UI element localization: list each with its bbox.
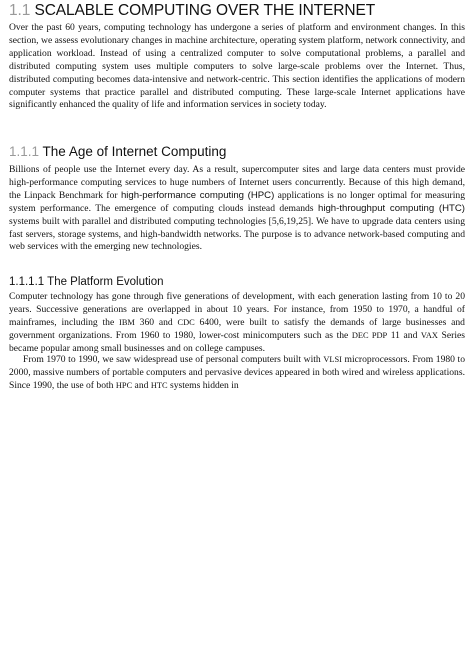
text-run: Billions of people use the Internet every day. As a result, supercomputer sites and large data centers must provide high-performance computing services to huge numbers of Internet users concurrently. Because of this high demand, the Linpack Benchmark for	[9, 164, 465, 201]
text-run: From 1970 to 1990, we saw widespread use of personal computers built with	[23, 354, 324, 365]
subsection-number: 1.1.1	[9, 144, 40, 159]
subsection-title: The Age of Internet Computing	[42, 144, 227, 159]
text-run: applications is no longer optimal for measuring system performance. The emergence of computing clouds instead demands	[9, 189, 466, 214]
text-run: 11 and	[387, 329, 421, 341]
section-number: 1.1	[9, 2, 31, 19]
term-hpc: high-performance computing (HPC)	[120, 189, 275, 201]
subsection-heading	[9, 144, 469, 160]
section-title: SCALABLE COMPUTING OVER THE INTERNET	[34, 2, 376, 19]
platform-paragraph-2	[9, 354, 465, 393]
subsubsection-heading	[9, 275, 469, 289]
text-run: Series became popular among small businesses and on college campuses.	[9, 329, 465, 354]
subsection-paragraph	[9, 164, 465, 254]
abbr-cdc: CDC	[177, 317, 195, 327]
term-htc: high-throughput computing (HTC)	[317, 202, 465, 214]
abbr-dec-pdp: DEC PDP	[351, 330, 388, 340]
text-run: 6400, were built to satisfy the demands of large businesses and government organizations. From 1960 to 1980, lower-cost minicomputers such as the	[9, 316, 465, 341]
section-paragraph: Over the past 60 years, computing technology has undergone a series of platform and environment changes. In this section, we assess evolutionary changes in machine architecture, operating system platform, network connectivity, and application workload. Instead of using a centralized computer to solve computational problems, a parallel and distributed computing system uses multiple computers to solve large-scale problems over the Internet. Thus, distributed computing becomes data-intensive and network-centric. This section identifies the applications of modern computer systems that practice parallel and distributed computing. These large-scale Internet applications have significantly enhanced the quality of life and information services in society today.	[9, 22, 465, 111]
text-run: 360 and	[134, 316, 178, 328]
text-run: systems hidden in	[167, 379, 239, 391]
text-run: Computer technology has gone through five generations of development, with each generation lasting from 10 to 20 years. Successive generations are overlapped in about 10 years. For instance, from 1950 to 1970, a handful of mainframes, including the	[9, 291, 465, 328]
platform-paragraph-1	[9, 291, 465, 356]
abbr-vlsi: VLSI	[323, 355, 342, 364]
subsubsection-title: The Platform Evolution	[47, 276, 164, 288]
abbr-vax: VAX	[420, 330, 438, 340]
section-heading	[9, 2, 469, 20]
abbr-htc: HTC	[150, 380, 168, 390]
text-run: and	[132, 379, 151, 391]
text-run: systems built with parallel and distributed computing technologies [5,6,19,25]. We have to upgrade data centers using fast servers, storage systems, and high-bandwidth networks. The purpose is to advance network-based computing and web services with the emerging new technologies.	[9, 215, 465, 253]
abbr-ibm: IBM	[119, 317, 135, 327]
abbr-hpc: HPC	[115, 380, 133, 390]
subsubsection-number: 1.1.1.1	[9, 276, 45, 288]
text-run: microprocessors. From 1980 to 2000, massive numbers of portable computers and pervasive devices appeared in both wired and wireless applications. Since 1990, the use of both	[9, 354, 466, 391]
